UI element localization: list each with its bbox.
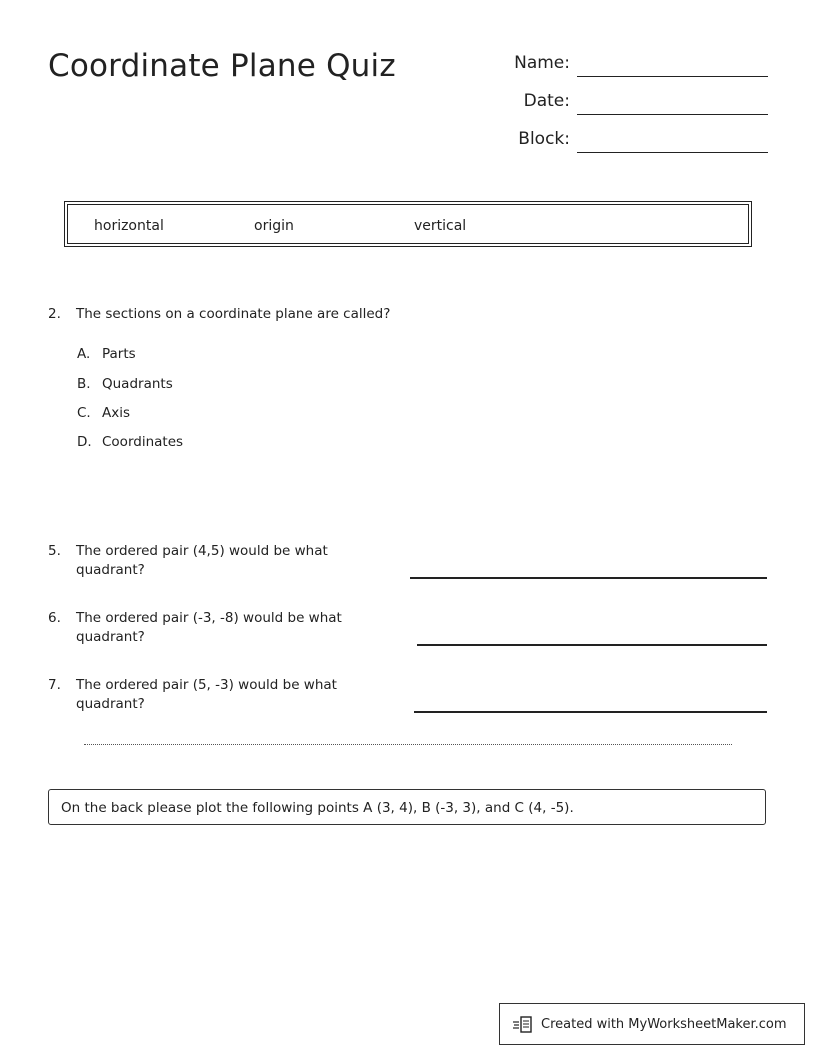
question-text-line: The ordered pair (4,5) would be what bbox=[76, 543, 328, 559]
word-bank-item: vertical bbox=[414, 218, 467, 234]
dotted-divider bbox=[84, 744, 732, 745]
option-letter: C. bbox=[77, 405, 91, 421]
block-field[interactable] bbox=[577, 152, 768, 153]
question-text-line: quadrant? bbox=[76, 629, 145, 645]
question-number: 7. bbox=[48, 677, 61, 693]
question-text-line: quadrant? bbox=[76, 696, 145, 712]
question-text: The sections on a coordinate plane are called? bbox=[76, 306, 391, 322]
option-letter: D. bbox=[77, 434, 92, 450]
option-text[interactable]: Quadrants bbox=[102, 376, 173, 392]
footer-badge[interactable] bbox=[499, 1003, 805, 1045]
option-letter: B. bbox=[77, 376, 91, 392]
word-bank-item: horizontal bbox=[94, 218, 164, 234]
instruction-box bbox=[48, 789, 766, 825]
date-field[interactable] bbox=[577, 114, 768, 115]
answer-line[interactable] bbox=[417, 644, 767, 646]
name-field[interactable] bbox=[577, 76, 768, 77]
name-label: Name: bbox=[514, 53, 570, 73]
worksheet-maker-logo-icon bbox=[512, 1014, 534, 1036]
option-text[interactable]: Coordinates bbox=[102, 434, 184, 450]
question-number: 6. bbox=[48, 610, 61, 626]
question-text-line: The ordered pair (-3, -8) would be what bbox=[76, 610, 342, 626]
instruction-text: On the back please plot the following points A (3, 4), B (-3, 3), and C (4, -5). bbox=[61, 800, 574, 816]
word-bank bbox=[64, 201, 752, 247]
question-text-line: The ordered pair (5, -3) would be what bbox=[76, 677, 337, 693]
question-text bbox=[76, 542, 328, 580]
question-number: 5. bbox=[48, 543, 61, 559]
answer-line[interactable] bbox=[410, 577, 767, 579]
question-text-line: quadrant? bbox=[76, 562, 145, 578]
question-text bbox=[76, 609, 342, 647]
option-text[interactable]: Parts bbox=[102, 346, 136, 362]
question-number: 2. bbox=[48, 306, 61, 322]
page-title: Coordinate Plane Quiz bbox=[48, 48, 396, 84]
option-letter: A. bbox=[77, 346, 91, 362]
question-text bbox=[76, 676, 337, 714]
block-label: Block: bbox=[518, 129, 570, 149]
footer-text: Created with MyWorksheetMaker.com bbox=[541, 1017, 787, 1032]
answer-line[interactable] bbox=[414, 711, 767, 713]
option-text[interactable]: Axis bbox=[102, 405, 131, 421]
word-bank-item: origin bbox=[254, 218, 294, 234]
date-label: Date: bbox=[523, 91, 570, 111]
